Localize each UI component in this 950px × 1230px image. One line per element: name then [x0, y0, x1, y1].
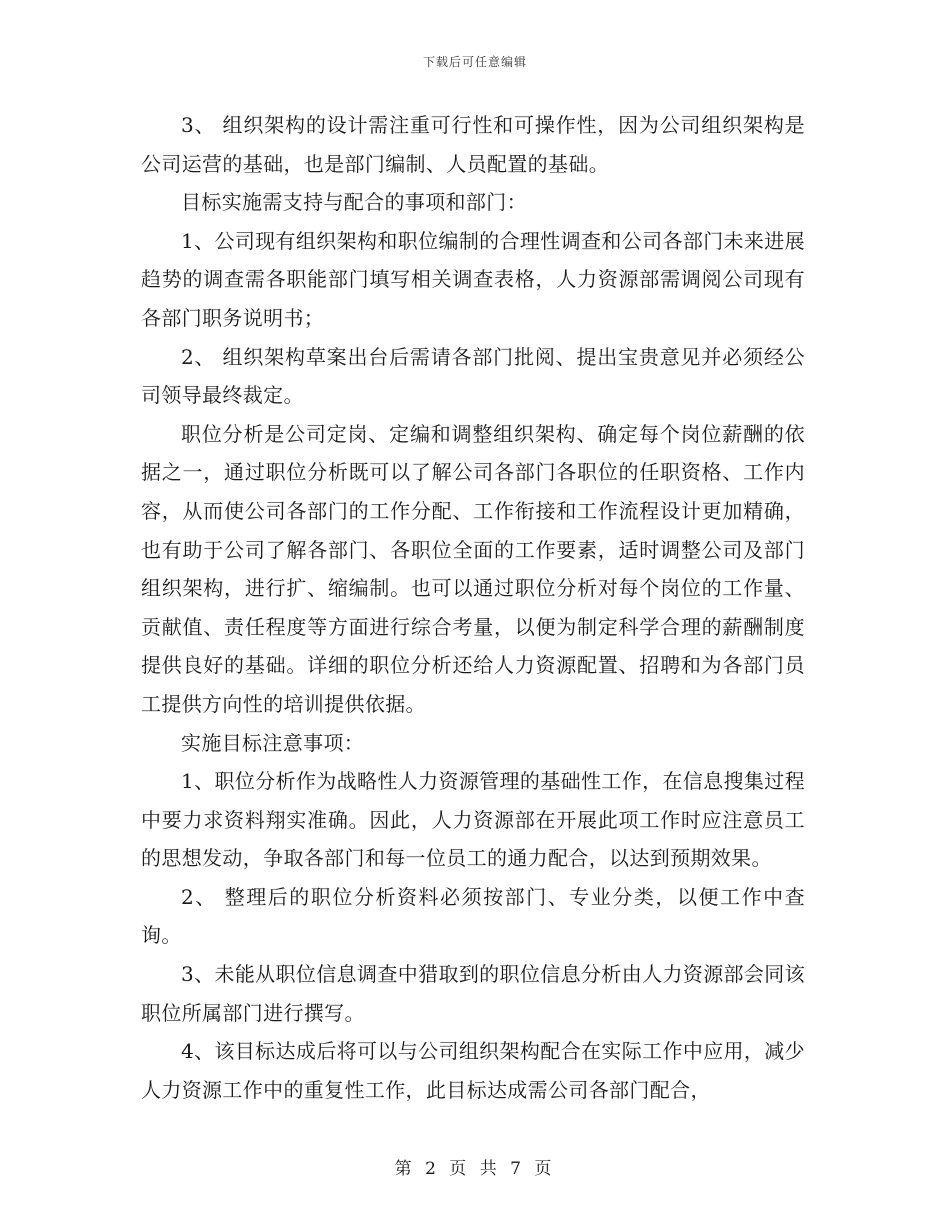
paragraph-job-analysis-overview: 职位分析是公司定岗、定编和调整组织架构、确定每个岗位薪酬的依据之一，通过职位分析既可以了解公司各部门各职位的任职资格、工作内容，从而使公司各部门的工作分配、工作衔接和工作流程设计更加精确，也有助于公司了解各部门、各职位全面的工作要素，适时调整公司及部门组织架构，进行扩、缩编制。也可以通过职位分析对每个岗位的工作量、贡献值、责任程度等方面进行综合考量，以便为制定科学合理的薪酬制度提供良好的基础。详细的职位分析还给人力资源配置、招聘和为各部门员工提供方向性的培训提供依据。: [141, 421, 805, 716]
paragraph-note-1: 1、职位分析作为战略性人力资源管理的基础性工作，在信息搜集过程中要力求资料翔实准确。因此，人力资源部在开展此项工作时应注意员工的思想发动，争取各部门和每一位员工的通力配合，以达到预期效果。: [141, 769, 805, 871]
paragraph-note-3: 3、未能从职位信息调查中猎取到的职位信息分析由人力资源部会同该职位所属部门进行撰写。: [141, 962, 805, 1025]
body-text: [141, 106, 805, 1109]
page-number: 第 2 页 共 7 页: [394, 1159, 556, 1179]
paragraph-note-2: 2、 整理后的职位分析资料必须按部门、专业分类，以便工作中查询。: [141, 884, 805, 948]
header-note: 下载后可任意编辑: [422, 55, 527, 69]
paragraph-support-heading: 目标实施需支持与配合的事项和部门：: [181, 190, 527, 215]
paragraph-draft-approval: 2、 组织架构草案出台后需请各部门批阅、提出宝贵意见并必须经公司领导最终裁定。: [141, 344, 805, 408]
paragraph-notes-heading: 实施目标注意事项：: [181, 730, 365, 755]
paragraph-survey-requirements: 1、公司现有组织架构和职位编制的合理性调查和公司各部门未来进展趋势的调查需各职能部门填写相关调查表格，人力资源部需调阅公司现有各部门职务说明书；: [141, 228, 805, 330]
paragraph-org-design-feasibility: 3、 组织架构的设计需注重可行性和可操作性，因为公司组织架构是公司运营的基础，也是部门编制、人员配置的基础。: [141, 113, 805, 176]
paragraph-note-4: 4、该目标达成后将可以与公司组织架构配合在实际工作中应用，减少人力资源工作中的重复性工作，此目标达成需公司各部门配合，: [141, 1039, 805, 1102]
